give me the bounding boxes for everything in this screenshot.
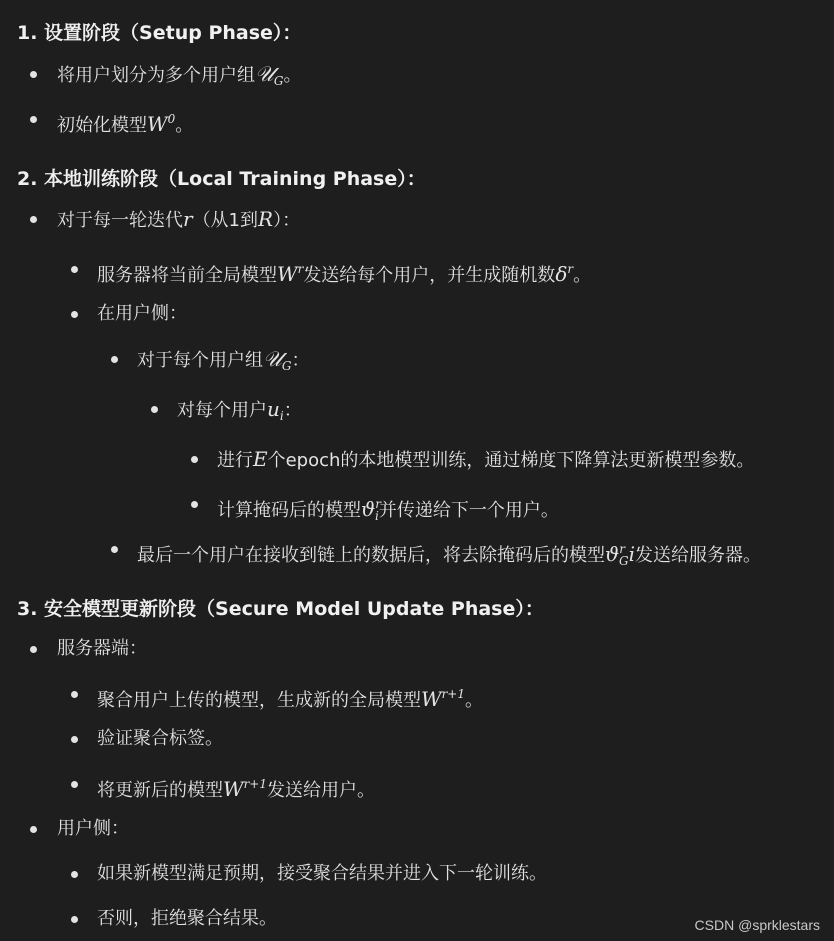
section-3-heading: 3. 安全模型更新阶段（Secure Model Update Phase）： (17, 598, 544, 620)
item-text: 发送给每个用户，并生成随机数 (303, 265, 556, 286)
bullet (71, 311, 78, 318)
item-text: 发送给用户。 (267, 780, 375, 801)
item-text: 。 (175, 115, 194, 136)
math-subscript: i (375, 509, 379, 523)
math-var: ϑ (605, 542, 620, 566)
math-symbol (267, 397, 284, 421)
bullet (111, 546, 118, 553)
math-symbol (277, 262, 303, 286)
math-subscript: i (279, 409, 284, 423)
item-text: 用户侧： (57, 818, 129, 839)
math-symbol (147, 112, 175, 136)
item-text: 在用户侧： (97, 303, 187, 324)
watermark: CSDN @sprklestars (694, 917, 820, 933)
bullet (30, 826, 37, 833)
math-superscript: r+1 (441, 687, 465, 701)
item-text: 验证聚合标签。 (97, 728, 223, 749)
list-item (97, 862, 547, 886)
math-superscript: r (297, 262, 304, 276)
item-text: ）： (273, 210, 301, 231)
section-2-heading: 2. 本地训练阶段（Local Training Phase）： (17, 168, 426, 190)
item-text: 如果新模型满足预期，接受聚合结果并进入下一轮训练。 (97, 863, 547, 884)
math-superscript: r (375, 497, 382, 511)
math-symbol (361, 497, 382, 523)
list-item (97, 772, 375, 803)
item-text: 。 (465, 690, 483, 711)
math-subscript: G (273, 74, 284, 88)
bullet (30, 116, 37, 123)
item-text: 并传递给下一个用户。 (378, 500, 559, 521)
item-text: 。 (283, 65, 302, 86)
math-var: δ (555, 262, 568, 286)
math-var: i (628, 542, 636, 566)
math-subscript: G (281, 359, 292, 373)
math-var: W (223, 777, 244, 801)
list-item (137, 537, 761, 573)
item-text: 计算掩码后的模型 (217, 500, 361, 521)
item-text: （从1到 (192, 210, 259, 231)
math-symbol (555, 262, 573, 286)
item-text: 否则，拒绝聚合结果。 (97, 908, 277, 929)
math-var: 𝒰 (263, 347, 282, 371)
list-item (97, 907, 277, 931)
bullet (30, 71, 37, 78)
list-item (57, 107, 193, 138)
list-item (177, 397, 302, 428)
math-superscript: r (619, 542, 626, 556)
bullet (71, 781, 78, 788)
math-superscript: r+1 (243, 777, 267, 791)
bullet (71, 736, 78, 743)
list-item (97, 257, 591, 288)
math-var: u (267, 397, 280, 421)
math-var: 𝒰 (255, 62, 274, 86)
bullet (71, 871, 78, 878)
list-item (97, 302, 187, 326)
list-item (97, 727, 223, 751)
list-item (137, 347, 310, 378)
bullet (71, 266, 78, 273)
math-superscript: r (567, 262, 574, 276)
item-text: 初始化模型 (57, 115, 147, 136)
item-text: 最后一个用户在接收到链上的数据后，将去除掩码后的模型 (137, 545, 605, 566)
math-var: ϑ (361, 497, 376, 521)
math-superscript: 0 (167, 112, 176, 126)
list-item (57, 207, 300, 233)
item-text: 进行 (217, 450, 253, 471)
math-symbol (605, 542, 635, 566)
bullet (30, 216, 37, 223)
item-text: 。 (573, 265, 592, 286)
bullet (111, 356, 118, 363)
item-text: ： (291, 350, 310, 371)
item-text: 对于每个用户组 (137, 350, 263, 371)
item-text: 个epoch的本地模型训练，通过梯度下降算法更新模型参数。 (267, 450, 755, 471)
item-text: 对每个用户 (177, 400, 267, 421)
math-var: W (147, 112, 168, 136)
bullet (71, 916, 78, 923)
math-var: W (277, 262, 298, 286)
list-item (217, 447, 754, 473)
math-symbol (255, 62, 284, 86)
bullet (191, 456, 198, 463)
list-item (57, 817, 129, 841)
math-var: W (421, 687, 442, 711)
bullet (71, 691, 78, 698)
item-text: 发送给服务器。 (635, 545, 762, 566)
math-symbol (421, 687, 465, 711)
math-subscript: G (619, 554, 629, 568)
math-var: r (183, 207, 193, 231)
math-var: E (253, 447, 268, 471)
list-item (57, 637, 147, 661)
item-text: 将更新后的模型 (97, 780, 223, 801)
list-item (57, 62, 302, 93)
bullet (30, 646, 37, 653)
bullet (151, 406, 158, 413)
item-text: 服务器将当前全局模型 (97, 265, 277, 286)
section-1-heading: 1. 设置阶段（Setup Phase）： (17, 22, 302, 44)
bullet (191, 501, 198, 508)
math-var: R (258, 207, 274, 231)
math-symbol (223, 777, 267, 801)
item-text: 聚合用户上传的模型，生成新的全局模型 (97, 690, 421, 711)
math-symbol (263, 347, 292, 371)
list-item (217, 492, 559, 528)
item-text: 对于每一轮迭代 (57, 210, 183, 231)
item-text: ： (283, 400, 302, 421)
list-item (97, 682, 483, 713)
item-text: 将用户划分为多个用户组 (57, 65, 255, 86)
item-text: 服务器端： (57, 638, 147, 659)
